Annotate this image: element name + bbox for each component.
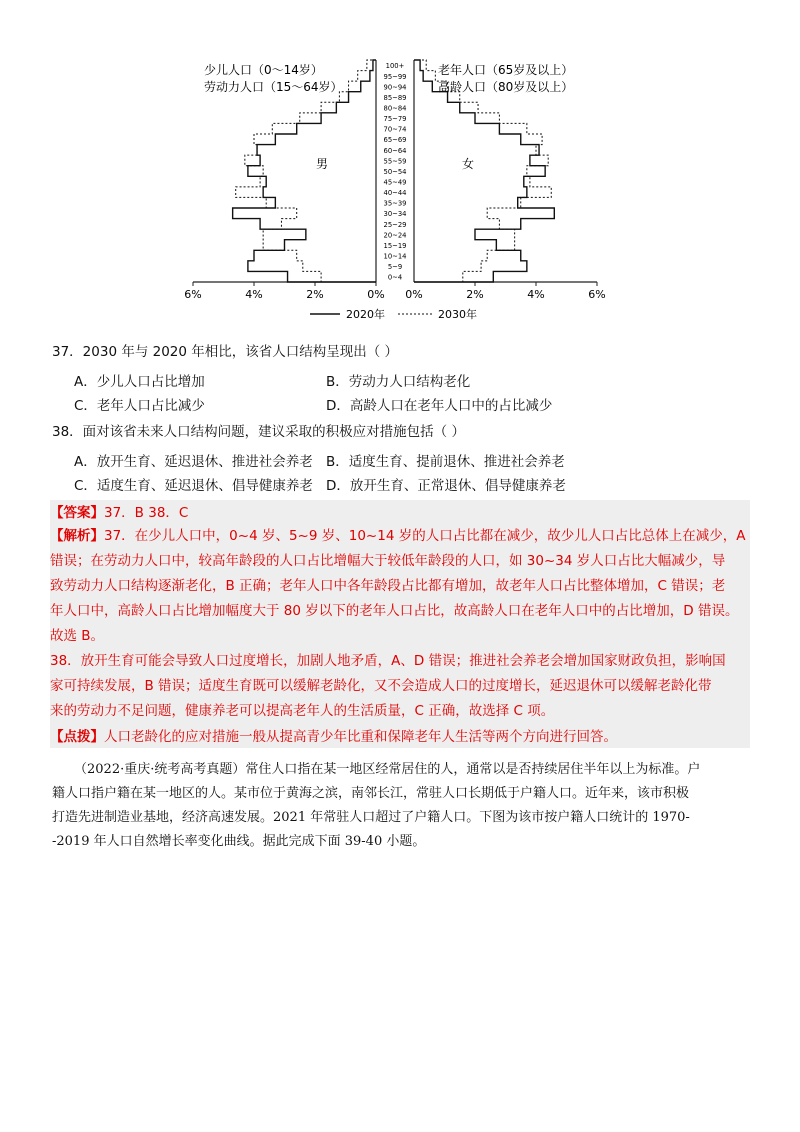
analysis-text-line: 年人口中，高龄人口占比增加幅度大于 80 岁以下的老年人口占比，故高龄人口在老年人口中的占比增加，D 错误。 [50,603,739,619]
age-group-label: 45~49 [383,178,407,187]
analysis-text-line: 37．在少儿人口中，0~4 岁、5~9 岁、10~14 岁的人口占比都在减少，故少儿人口占比总体上在减少，A [104,528,746,544]
age-group-label: 30~34 [383,210,407,219]
legend-elderly: 老年人口（65岁及以上） [438,63,574,77]
age-group-label: 65~69 [383,136,407,145]
male-label: 男 [315,157,329,171]
analysis-tag: 【解析】 [50,528,104,544]
legend-2030-label: 2030年 [438,308,477,321]
age-group-label: 20~24 [383,231,407,240]
intro-line: 打造先进制造业基地，经济高速发展。2021 年常驻人口超过了户籍人口。下图为该市按户籍人口统计的 1970- [52,810,690,825]
age-group-label: 40~44 [383,189,407,198]
x-tick-label: 4% [245,288,263,301]
legend-oldest: 高龄人口（80岁及以上） [438,80,574,94]
intro-line: （2022·重庆·统考高考真题）常住人口指在某一地区经常居住的人，通常以是否持续居住半年以上为标准。户 [74,762,701,777]
x-tick-label: 6% [184,288,202,301]
age-group-label: 85~89 [383,93,407,102]
answer-text: 37．B 38．C [104,505,189,521]
age-group-label: 50~54 [383,167,407,176]
intro-line: -2019 年人口自然增长率变化曲线。据此完成下面 39-40 小题。 [52,834,426,849]
analysis-text-line: 家可持续发展，B 错误；适度生育既可以缓解老龄化，又不会造成人口的过度增长，延迟退休可以缓解老龄化带 [50,678,712,694]
q38-option-d: D．放开生育、正常退休、倡导健康养老 [326,478,566,494]
age-group-label: 80~84 [383,104,407,113]
q37-stem: 37．2030 年与 2020 年相比，该省人口结构呈现出（ ） [52,344,399,360]
x-tick-label: 6% [588,288,606,301]
intro-line: 籍人口指户籍在某一地区的人。某市位于黄海之滨，南邻长江，常驻人口长期低于户籍人口。近年来，该市积极 [52,786,690,801]
analysis-text-line: 错误；在劳动力人口中，较高年龄段的人口占比增幅大于较低年龄段的人口，如 30~34 岁人口占比大幅减少，导 [50,553,726,569]
x-tick-label: 2% [466,288,484,301]
analysis-text-line: 致劳动力人口结构逐渐老化，B 正确；老年人口中各年龄段占比都有增加，故老年人口占比整体增加，C 错误；老 [50,578,726,594]
analysis-text-line: 故选 B。 [50,628,105,644]
age-group-label: 25~29 [383,220,407,229]
answer-line [50,502,188,524]
q37-option-c: C．老年人口占比减少 [74,398,205,414]
age-group-label: 95~99 [383,72,407,81]
q38-option-a: A．放开生育、延迟退休、推进社会养老 [74,454,313,470]
tip-text: 人口老龄化的应对措施一般从提高青少年比重和保障老年人生活等两个方向进行回答。 [104,729,617,745]
x-tick-label: 0% [367,288,385,301]
age-group-label: 0~4 [387,273,403,282]
legend-child: 少儿人口（0～14岁） [204,63,323,77]
x-tick-label: 2% [306,288,324,301]
analysis-line [50,525,745,547]
legend-2020-label: 2020年 [346,308,385,321]
legend-labor: 劳动力人口（15～64岁） [204,80,343,94]
x-tick-label: 4% [527,288,545,301]
q38-option-b: B．适度生育、提前退休、推进社会养老 [326,454,565,470]
tip-tag: 【点拨】 [50,729,104,745]
age-group-label: 60~64 [383,146,407,155]
age-group-label: 100+ [385,62,405,71]
age-group-label: 55~59 [383,157,407,166]
age-group-label: 75~79 [383,115,407,124]
age-group-label: 35~39 [383,199,407,208]
x-tick-label: 0% [405,288,423,301]
age-group-label: 5~9 [387,263,403,272]
q37-option-d: D．高龄人口在老年人口中的占比减少 [326,398,553,414]
female-label: 女 [461,157,475,171]
q38-stem: 38．面对该省未来人口结构问题，建议采取的积极应对措施包括（ ） [52,424,465,440]
age-group-label: 90~94 [383,83,407,92]
tip-line [50,726,617,748]
q38-option-c: C．适度生育、延迟退休、倡导健康养老 [74,478,313,494]
analysis-text-line: 来的劳动力不足问题，健康养老可以提高老年人的生活质量，C 正确，故选择 C 项。 [50,703,555,719]
population-pyramid-chart [180,50,620,330]
q37-option-b: B．劳动力人口结构老化 [326,374,471,390]
age-group-label: 10~14 [383,252,407,261]
age-group-label: 15~19 [383,241,407,250]
analysis-text-line: 38．放开生育可能会导致人口过度增长，加剧人地矛盾，A、D 错误；推进社会养老会增加国家财政负担，影响国 [50,653,726,669]
pyramid-svg [180,50,620,330]
q37-option-a: A．少儿人口占比增加 [74,374,205,390]
answer-tag: 【答案】 [50,505,104,521]
age-group-label: 70~74 [383,125,407,134]
